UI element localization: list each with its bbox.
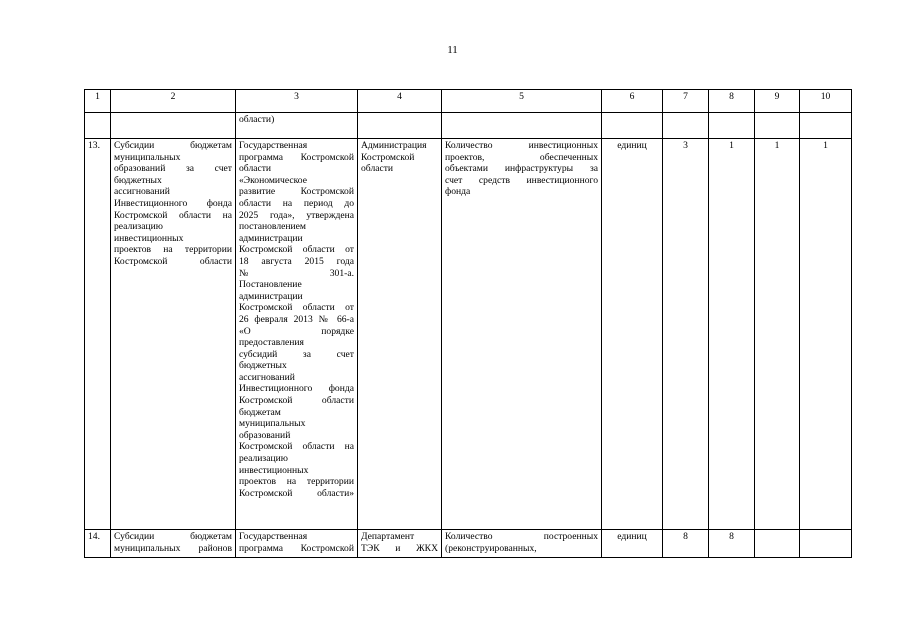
text-line: Костромской области» bbox=[239, 487, 354, 499]
text-line: Костромской области от bbox=[239, 302, 354, 314]
legal-basis-cell bbox=[236, 139, 358, 530]
text-line: области на период до bbox=[239, 197, 354, 209]
text-line: Костромской области от bbox=[239, 244, 354, 256]
row-number: 14. bbox=[85, 530, 111, 558]
text-line: инвестиционных bbox=[114, 232, 184, 244]
text-line: программа Костромской bbox=[239, 151, 354, 163]
header-cell: 5 bbox=[442, 90, 602, 113]
text-line: 26 февраля 2013 № 66-а bbox=[239, 313, 354, 325]
text-line: реализацию bbox=[114, 221, 163, 233]
text-line: администрации bbox=[239, 232, 303, 244]
text-line: Костромской области на bbox=[114, 209, 232, 221]
text-line: Инвестиционного фонда bbox=[239, 383, 354, 395]
value-cell: 8 bbox=[663, 530, 709, 558]
indicator-cell bbox=[442, 139, 602, 530]
text-line: предоставления bbox=[239, 337, 304, 349]
text-line: развитие Костромской bbox=[239, 186, 354, 198]
text-line: бюджетам bbox=[239, 406, 281, 418]
text-line: образований bbox=[239, 429, 291, 441]
text-line: Администрация bbox=[361, 140, 427, 151]
text-line: ассигнований bbox=[239, 371, 295, 383]
header-cell: 1 bbox=[85, 90, 111, 113]
value-cell: 3 bbox=[663, 139, 709, 530]
header-cell: 2 bbox=[111, 90, 236, 113]
table-row-14 bbox=[85, 530, 852, 558]
unit-cell: единиц bbox=[602, 139, 663, 530]
text-line: ТЭК и ЖКХ bbox=[361, 542, 438, 554]
header-row bbox=[85, 90, 852, 113]
table-row-13 bbox=[85, 139, 852, 530]
administrator-cell bbox=[358, 530, 442, 558]
program-table bbox=[84, 89, 852, 558]
value-cell: 8 bbox=[709, 530, 755, 558]
text-line: муниципальных bbox=[239, 418, 306, 430]
row-number: 13. bbox=[85, 139, 111, 530]
text-line: Субсидии бюджетам bbox=[114, 140, 232, 151]
text-line: муниципальных bbox=[114, 151, 181, 163]
text-line: Количество инвестиционных bbox=[445, 140, 598, 151]
text-line: «О порядке bbox=[239, 325, 354, 337]
page-number: 11 bbox=[447, 44, 458, 56]
legal-basis-cell bbox=[236, 530, 358, 558]
text-line: проектов на территории bbox=[114, 244, 232, 256]
text-line: «Экономическое bbox=[239, 174, 307, 186]
text-line: № 301-а. bbox=[239, 267, 354, 279]
text-line: Субсидии бюджетам bbox=[114, 531, 232, 542]
value-cell: 1 bbox=[800, 139, 852, 530]
text-line: проектов, обеспеченных bbox=[445, 151, 598, 163]
text-line: Костромской bbox=[361, 151, 415, 163]
text-line: постановлением bbox=[239, 221, 306, 233]
header-cell: 9 bbox=[755, 90, 800, 113]
text-line: Государственная bbox=[239, 140, 308, 151]
value-cell: 1 bbox=[755, 139, 800, 530]
text-line: бюджетных bbox=[239, 360, 287, 372]
text-line: области bbox=[361, 163, 394, 175]
text-line: программа Костромской bbox=[239, 542, 354, 554]
legal-basis-cell: области) bbox=[236, 113, 358, 139]
text-line: бюджетных bbox=[114, 174, 162, 186]
text-line: 18 августа 2015 года bbox=[239, 255, 354, 267]
text-line: Департамент bbox=[361, 531, 415, 542]
header-cell: 8 bbox=[709, 90, 755, 113]
value-cell: 1 bbox=[709, 139, 755, 530]
text-line: Инвестиционного фонда bbox=[114, 197, 232, 209]
text-line: области bbox=[239, 163, 272, 175]
text-line: фонда bbox=[445, 186, 471, 198]
text-line: объектами инфраструктуры за bbox=[445, 163, 598, 175]
header-cell: 7 bbox=[663, 90, 709, 113]
text-line: субсидий за счет bbox=[239, 348, 354, 360]
text-line: реализацию bbox=[239, 453, 288, 465]
text-line: Постановление bbox=[239, 279, 302, 291]
header-cell: 4 bbox=[358, 90, 442, 113]
text-line: инвестиционных bbox=[239, 464, 309, 476]
indicator-cell bbox=[442, 530, 602, 558]
text-line: муниципальных районов bbox=[114, 542, 232, 554]
text-line: (реконструированных, bbox=[445, 542, 537, 554]
table-row-continuation bbox=[85, 113, 852, 139]
administrator-cell bbox=[358, 139, 442, 530]
text-line: проектов на территории bbox=[239, 476, 354, 488]
text-line: счет средств инвестиционного bbox=[445, 174, 598, 186]
subsidy-name-cell bbox=[111, 530, 236, 558]
text-line: администрации bbox=[239, 290, 303, 302]
header-cell: 6 bbox=[602, 90, 663, 113]
value-cell bbox=[755, 530, 800, 558]
text-line: ассигнований bbox=[114, 186, 170, 198]
text-line: образований за счет bbox=[114, 163, 232, 175]
subsidy-name-cell bbox=[111, 139, 236, 530]
text-line: Костромской области bbox=[239, 395, 354, 407]
text-line: Количество построенных bbox=[445, 531, 598, 542]
text-line: Костромской области bbox=[114, 255, 232, 267]
header-cell: 10 bbox=[800, 90, 852, 113]
header-cell: 3 bbox=[236, 90, 358, 113]
unit-cell: единиц bbox=[602, 530, 663, 558]
text-line: Государственная bbox=[239, 531, 308, 542]
text-line: 2025 года», утверждена bbox=[239, 209, 354, 221]
value-cell bbox=[800, 530, 852, 558]
text-line: Костромской области на bbox=[239, 441, 354, 453]
